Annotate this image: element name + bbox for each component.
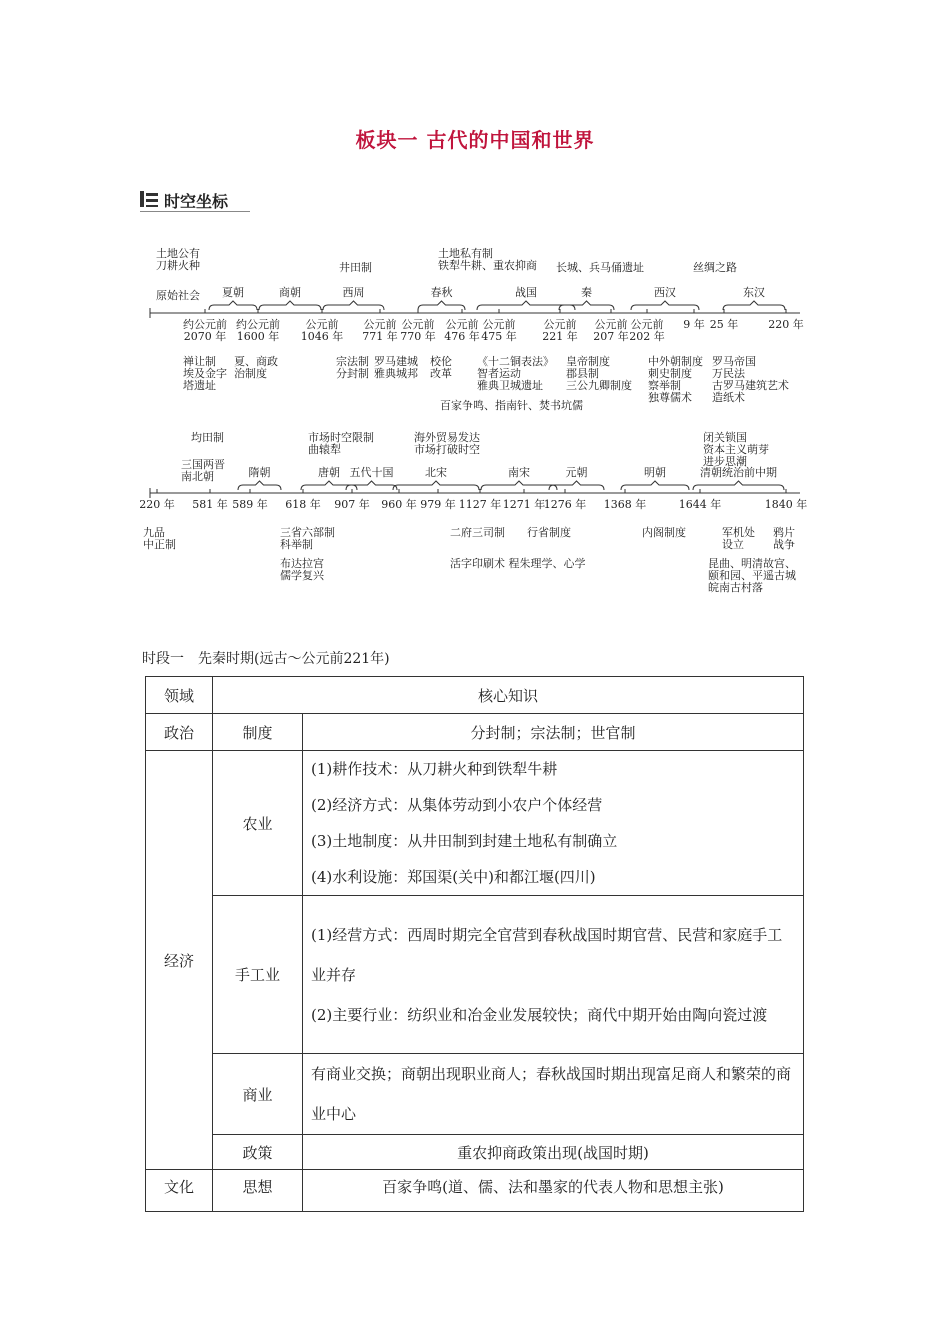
page-title: 板块一 古代的中国和世界: [355, 128, 595, 152]
timeline2-tick-label: 1840 年: [764, 498, 808, 511]
timeline1-era-label: 夏朝: [222, 286, 244, 299]
timeline2-tick-label: 1127 年: [458, 498, 502, 511]
timeline1-upper-annotation: 长城、兵马俑遗址: [556, 261, 644, 274]
list-item: 有商业交换；商朝出现职业商人；春秋战国时期出现富足商人和繁荣的商业中心: [311, 1065, 792, 1123]
timeline2-tick-label: 581 年: [192, 498, 228, 511]
list-item: (2)主要行业：纺织业和冶金业发展较快；商代中期开始由陶向瓷过渡: [311, 1005, 768, 1024]
timeline1-lower-annotation: 夏、商政 治制度: [234, 355, 278, 380]
timeline1-upper-annotation: 土地私有制 铁犁牛耕、重农抑商: [438, 247, 537, 272]
timeline2-tick-label: 220 年: [139, 498, 175, 511]
heading-line-icon: [146, 199, 158, 202]
timeline1-upper-annotation: 井田制: [339, 261, 372, 274]
timeline1-lower-annotation: 校伦 改革: [430, 355, 452, 380]
timeline1-lower-annotation: 禅让制 埃及金字 塔遗址: [183, 355, 227, 392]
timeline1-tick-label: 公元前 771 年: [362, 318, 398, 343]
timeline1-upper-annotation: 原始社会: [156, 289, 200, 302]
timeline2-era-brace: [693, 481, 784, 490]
agriculture-content: [303, 751, 804, 896]
timeline2-era-brace: [346, 481, 397, 490]
timeline2-lower-annotation: 行省制度: [527, 526, 571, 539]
table-row: [146, 896, 804, 1054]
timeline2-tick-label: 589 年: [232, 498, 268, 511]
timeline1-tick-label: 约公元前 2070 年: [183, 318, 227, 343]
timeline1-era-label: 秦: [581, 286, 592, 299]
timeline1-tick-label: 公元前 1046 年: [300, 318, 344, 343]
timeline2-tick-label: 979 年: [420, 498, 456, 511]
timeline1-tick-label: 25 年: [709, 318, 739, 331]
timeline2-era-label: 唐朝: [318, 466, 340, 479]
timeline2-era-label: 南宋: [508, 466, 530, 479]
timeline2-tick-label: 907 年: [334, 498, 370, 511]
sub-thought: 思想: [213, 1170, 303, 1212]
timeline1-tick-label: 220 年: [768, 318, 804, 331]
list-item: (1)经营方式：西周时期完全官营到春秋战国时期官营、民营和家庭手工业并存: [311, 925, 783, 984]
timeline2-era-label: 北宋: [425, 466, 447, 479]
heading-bar-icon: [140, 191, 144, 207]
table-row: [146, 1135, 804, 1170]
sub-system: 制度: [213, 714, 303, 751]
timeline1-era-label: 春秋: [430, 286, 453, 299]
timeline1-tick-label: 公元前 202 年: [629, 318, 665, 343]
thought-content: 百家争鸣(道、儒、法和墨家的代表人物和思想主张): [303, 1170, 804, 1212]
timeline1-tick-label: 约公元前 1600 年: [236, 318, 280, 343]
timeline2-lower-annotation: 军机处 设立: [722, 526, 755, 551]
timeline1-lower-annotation: 百家争鸣、指南针、焚书坑儒: [440, 399, 583, 412]
list-item: (2)经济方式：从集体劳动到小农户个体经营: [311, 796, 603, 814]
timeline2-upper-annotation: 闭关锁国 资本主义萌芽 进步思潮: [703, 431, 769, 468]
timeline2-lower-annotation: 九品 中正制: [143, 526, 176, 551]
timeline2-era-brace: [481, 481, 557, 490]
timeline1-era-brace: [259, 301, 321, 310]
timeline2-era-label: 元朝: [565, 466, 588, 479]
timeline2-era-brace: [549, 481, 604, 490]
timeline1-lower-annotation: 《十二铜表法》 智者运动 雅典卫城遗址: [477, 355, 554, 392]
timeline2-tick-label: 1276 年: [543, 498, 587, 511]
field-economy: 经济: [146, 751, 213, 1170]
timeline1-era-brace: [477, 301, 575, 310]
timeline1-tick-label: 公元前 475 年: [481, 318, 517, 343]
timeline1-era-label: 东汉: [743, 286, 765, 299]
sub-handicraft: 手工业: [213, 896, 303, 1054]
timeline1-era-label: 战国: [515, 286, 537, 299]
header-core: 核心知识: [213, 677, 804, 714]
timeline2-era-label: 五代十国: [349, 466, 394, 479]
period-title: 时段一 先秦时期(远古～公元前221年): [142, 651, 390, 667]
table-row: [146, 677, 804, 714]
section-heading: [140, 189, 250, 211]
heading-line-icon: [146, 193, 158, 196]
handicraft-content: [303, 896, 804, 1054]
commerce-content: [303, 1054, 804, 1135]
timeline2-tick-label: 1644 年: [678, 498, 722, 511]
timeline1-lower-annotation: 宗法制 分封制: [336, 355, 369, 380]
table-row: [146, 1054, 804, 1135]
timeline2-lower-annotation: 内阁制度: [642, 526, 686, 539]
timeline2-upper-annotation: 三国两晋 南北朝: [181, 458, 225, 483]
timeline2-era-label: 隋朝: [248, 466, 271, 479]
timeline1-era-brace: [631, 301, 699, 310]
timeline1-era-brace: [209, 301, 257, 310]
table-row: [146, 1170, 804, 1212]
timeline2-era-label: 清朝统治前中期: [700, 466, 777, 479]
core-knowledge-table: [145, 676, 804, 1212]
timeline1-upper-annotation: 土地公有 刀耕火种: [156, 247, 200, 272]
timeline1-lower-annotation: 罗马帝国 万民法 古罗马建筑艺术 造纸术: [712, 355, 789, 404]
timeline2-lower-annotation: 鸦片 战争: [773, 526, 795, 551]
timeline2-era-label: 明朝: [644, 466, 666, 479]
sub-policy: 政策: [213, 1135, 303, 1170]
timeline2-lower-annotation: 二府三司制: [450, 526, 505, 539]
timeline2-era-brace: [621, 481, 689, 490]
timeline2-lower-annotation: 布达拉宫 儒学复兴: [280, 557, 324, 582]
timeline2-lower-annotation: 昆曲、明清故宫、 颐和园、平遥古城 皖南古村落: [708, 557, 796, 594]
timeline2-tick-label: 960 年: [381, 498, 417, 511]
timeline1-era-label: 商朝: [279, 286, 301, 299]
policy-content: 重农抑商政策出现(战国时期): [303, 1135, 804, 1170]
list-item: (4)水利设施：郑国渠(关中)和都江堰(四川): [311, 868, 596, 886]
list-item: (1)耕作技术：从刀耕火种到铁犁牛耕: [311, 760, 558, 778]
timeline2-era-brace: [238, 481, 281, 490]
section-heading-text: 时空坐标: [164, 192, 229, 211]
timeline1-lower-annotation: 皇帝制度 郡县制 三公九卿制度: [566, 355, 632, 392]
timeline2-tick-label: 1368 年: [603, 498, 647, 511]
timeline2-upper-annotation: 均田制: [191, 431, 224, 444]
table-row: [146, 714, 804, 751]
heading-underline: [140, 211, 250, 212]
timeline1-lower-annotation: 罗马建城 雅典城邦: [374, 355, 418, 380]
timeline2-tick-label: 1271 年: [502, 498, 546, 511]
timeline1-lower-annotation: 中外朝制度 刺史制度 察举制 独尊儒术: [648, 355, 703, 404]
timeline2-tick-label: 618 年: [285, 498, 321, 511]
table-row: [146, 751, 804, 896]
header-field: 领域: [146, 677, 213, 714]
timeline2-era-brace: [393, 481, 479, 490]
politics-content: 分封制；宗法制；世官制: [303, 714, 804, 751]
timeline2-era-brace: [301, 481, 357, 490]
field-culture: 文化: [146, 1170, 213, 1212]
timeline1-tick-label: 公元前 770 年: [400, 318, 436, 343]
sub-agriculture: 农业: [213, 751, 303, 896]
timeline1-upper-annotation: 丝绸之路: [693, 261, 737, 274]
timeline2-upper-annotation: 海外贸易发达 市场打破时空: [414, 431, 480, 456]
timeline1-tick-label: 公元前 476 年: [444, 318, 480, 343]
timeline1-era-brace: [418, 301, 465, 310]
timeline1-era-label: 西汉: [654, 286, 676, 299]
heading-line-icon: [146, 205, 158, 207]
timeline1-tick-label: 公元前 221 年: [542, 318, 578, 343]
timeline1-era-brace: [323, 301, 384, 310]
list-item: (3)土地制度：从井田制到封建土地私有制确立: [311, 832, 618, 850]
timeline1-era-brace: [559, 301, 614, 310]
timeline2-upper-annotation: 市场时空限制 曲辕犁: [308, 431, 374, 456]
sub-commerce: 商业: [213, 1054, 303, 1135]
timeline2-lower-annotation: 活字印刷术 程朱理学、心学: [450, 557, 586, 570]
field-politics: 政治: [146, 714, 213, 751]
timeline1-tick-label: 9 年: [683, 318, 705, 331]
timeline2-lower-annotation: 三省六部制 科举制: [280, 526, 335, 551]
timeline1-era-brace: [723, 301, 785, 310]
timeline1-era-label: 西周: [342, 286, 365, 299]
timeline1-tick-label: 公元前 207 年: [593, 318, 629, 343]
